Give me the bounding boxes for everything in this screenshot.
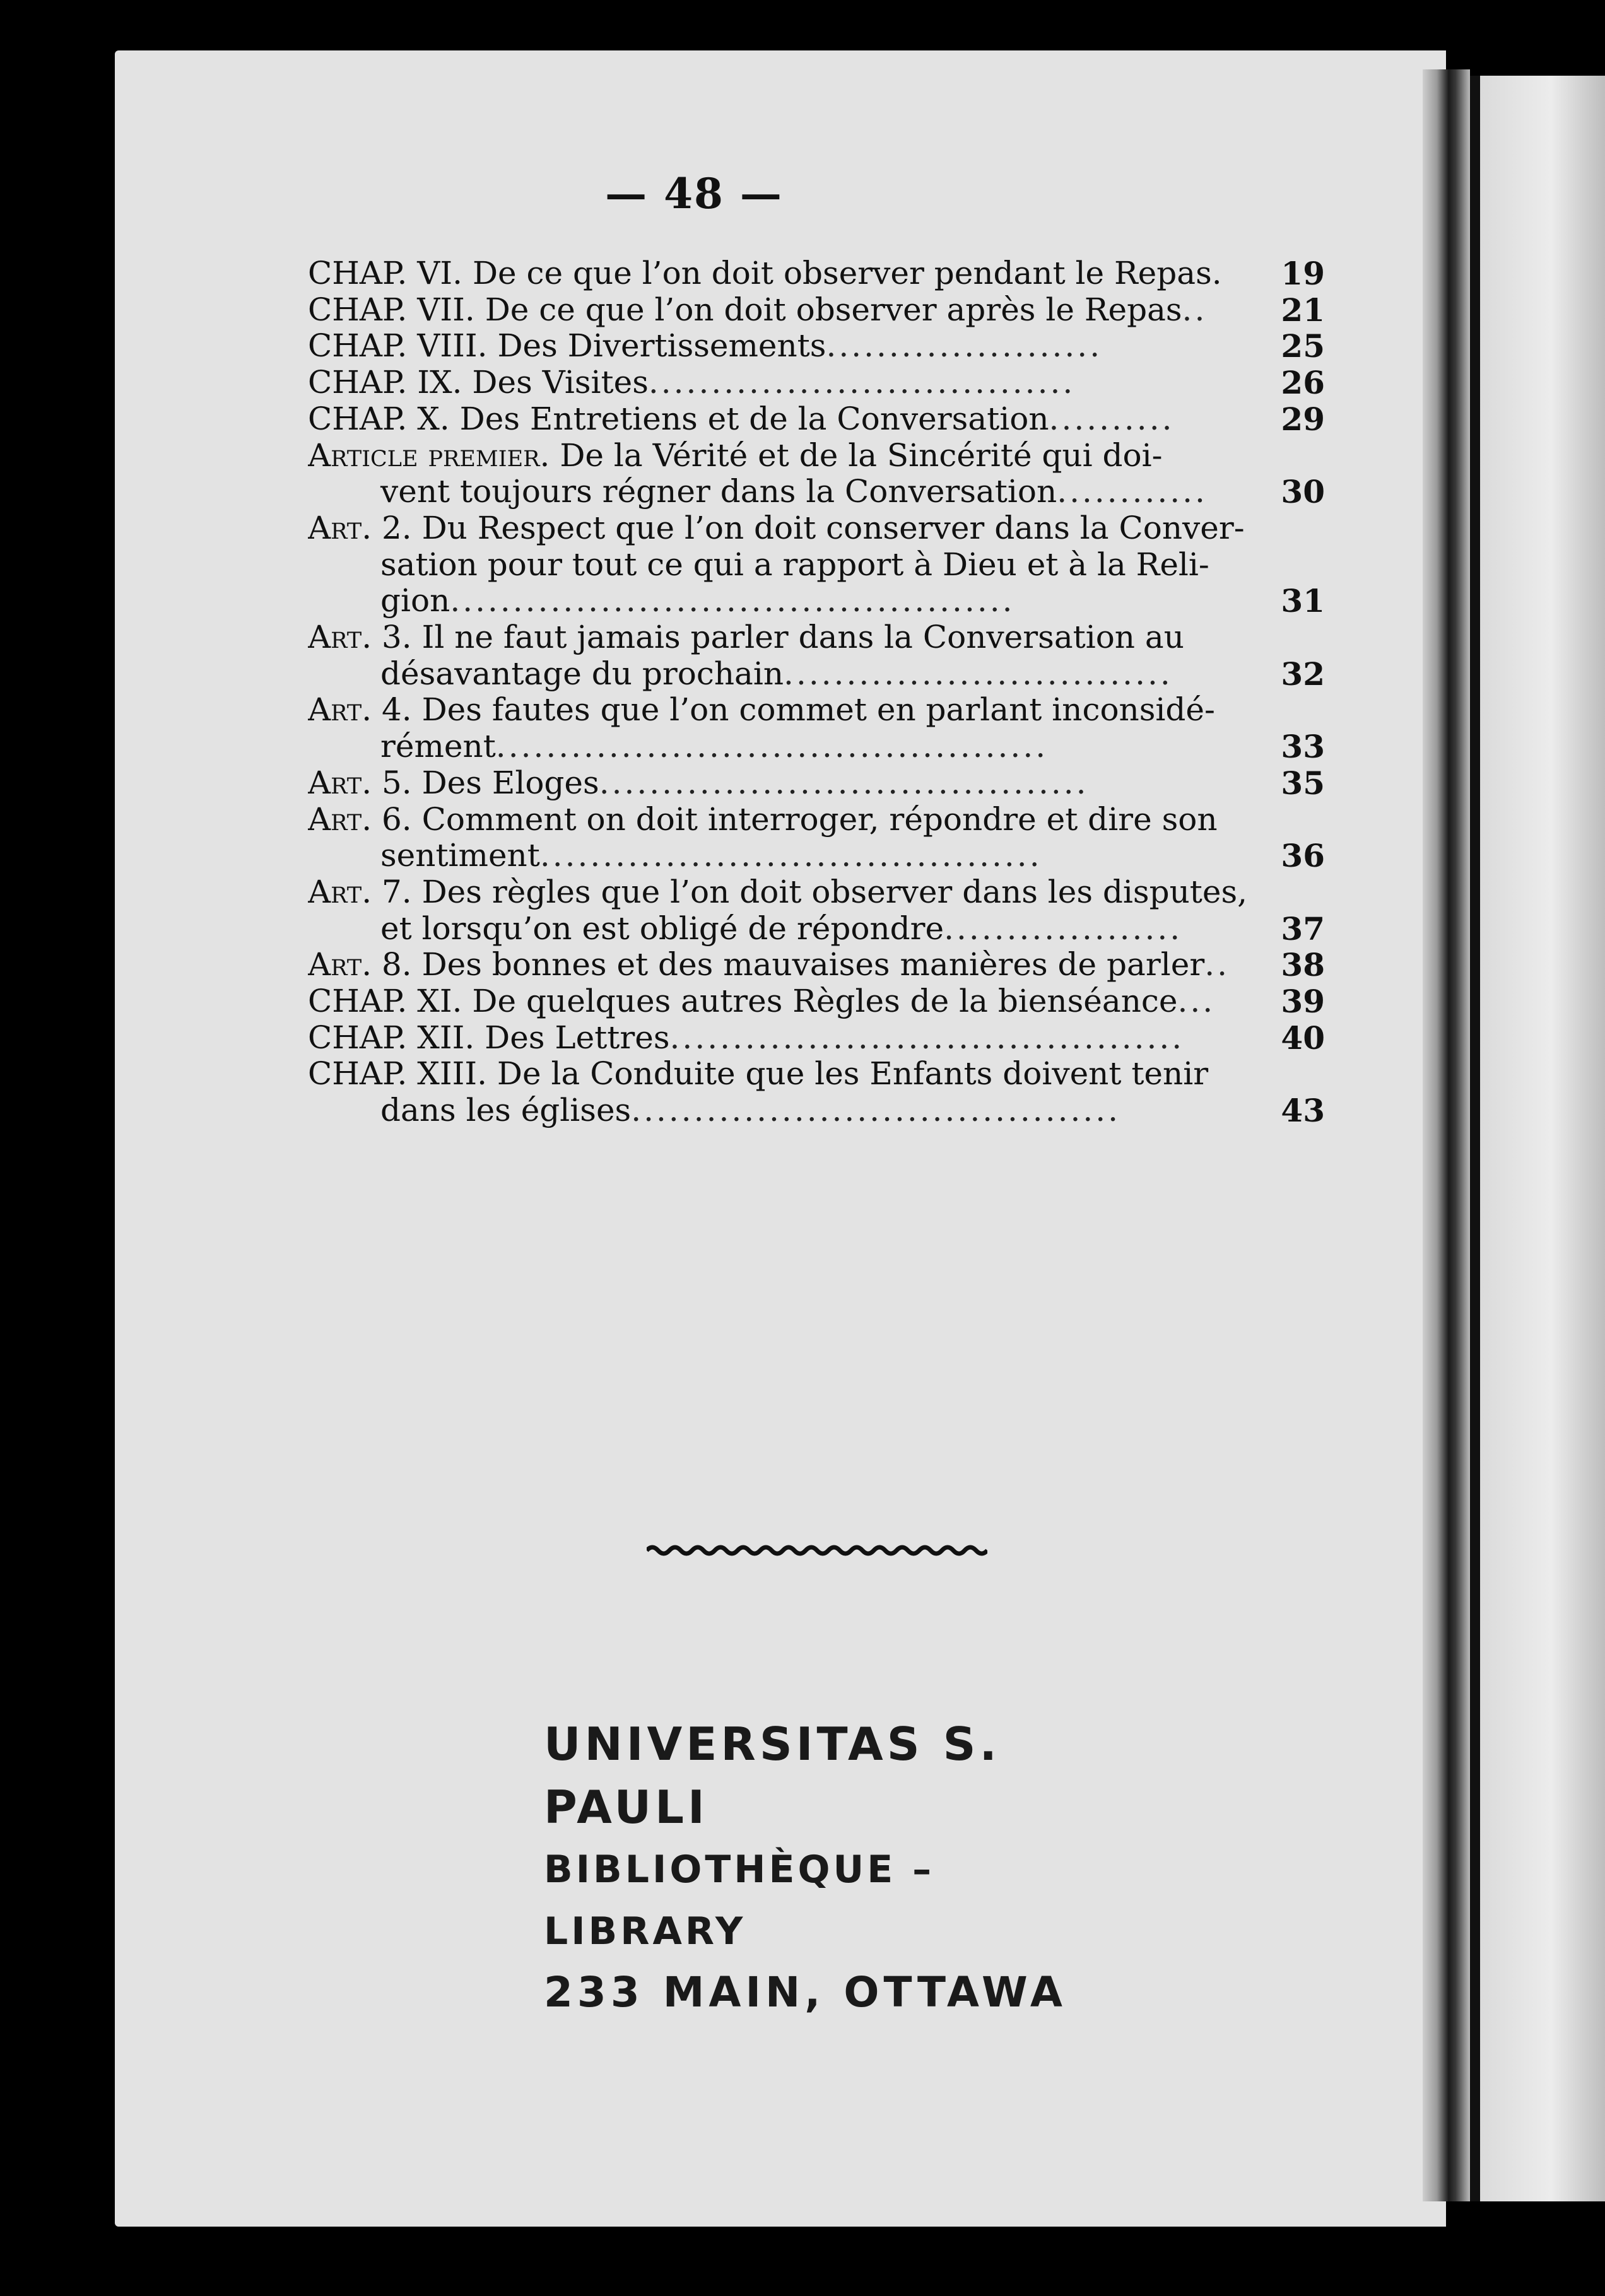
toc-page-number: 29: [1281, 400, 1325, 438]
dot-leader: ........................................: [539, 838, 1042, 874]
toc-page-number: 30: [1281, 473, 1325, 511]
toc-page-number: 40: [1281, 1019, 1325, 1057]
toc-entry: [308, 365, 1325, 401]
toc-entry: [308, 438, 1325, 510]
toc-page-number: 33: [1281, 728, 1325, 766]
toc-entry-title: De la Vérité et de la Sincérité qui doi-: [560, 437, 1163, 474]
toc-entry-heading: CHAP. VIII.: [308, 328, 488, 365]
toc-page-number: 38: [1281, 946, 1325, 984]
toc-entry-title: Des règles que l’on doit observer dans les disputes,: [421, 874, 1248, 910]
toc-entry-title: vent toujours régner dans la Conversation: [380, 474, 1057, 510]
dot-leader: ...................: [944, 910, 1183, 947]
toc-entry: [308, 401, 1325, 438]
book-gutter: [1423, 69, 1470, 2201]
toc-entry: [308, 328, 1325, 365]
toc-entry-heading: Art. 6.: [308, 801, 412, 838]
dot-leader: ......................: [826, 328, 1103, 365]
toc-page-number: 37: [1281, 910, 1325, 947]
dot-leader: .......................................: [599, 764, 1089, 801]
page-number: — 48 —: [605, 169, 783, 218]
toc-page-number: 25: [1281, 327, 1325, 365]
dot-leader: .......................................: [631, 1092, 1121, 1129]
toc-entry-heading: CHAP. XI.: [308, 983, 462, 1020]
toc-page-number: 21: [1281, 291, 1325, 329]
toc-entry-heading: CHAP. IX.: [308, 365, 462, 401]
toc-entry-heading: CHAP. XII.: [308, 1019, 475, 1056]
toc-entry-title: Des fautes que l’on commet en parlant inconsidé-: [421, 692, 1215, 729]
toc-entry-heading: CHAP. VI.: [308, 255, 463, 291]
toc-page-number: 31: [1281, 582, 1325, 620]
toc-entry: [308, 1020, 1325, 1057]
dot-leader: ..: [1182, 291, 1208, 328]
dot-leader: .............................................: [450, 583, 1015, 619]
library-stamp: [544, 1713, 1112, 2023]
dot-leader: .........................................: [669, 1019, 1185, 1056]
toc-entry: [308, 765, 1325, 802]
toc-entry: [308, 983, 1325, 1020]
toc-entry-heading: Article premier.: [308, 437, 550, 474]
dot-leader: ............................................: [495, 729, 1049, 765]
toc-entry-heading: CHAP. X.: [308, 401, 450, 437]
toc-entry-heading: Art. 7.: [308, 874, 412, 910]
toc-entry-title: Des Visites: [472, 365, 649, 401]
toc-entry-title: sation pour tout ce qui a rapport à Dieu et à la Reli-: [380, 546, 1209, 583]
toc-entry-title: désavantage du prochain: [380, 655, 784, 692]
wavy-rule-ornament: [647, 1542, 987, 1558]
toc-entry-title: Comment on doit interroger, répondre et dire son: [421, 801, 1218, 838]
toc-entry-title: gion: [380, 583, 450, 619]
toc-entry-title: De ce que l’on doit observer pendant le Repas.: [472, 255, 1222, 291]
toc-entry-title: et lorsqu’on est obligé de répondre: [380, 910, 944, 947]
toc-page-number: 36: [1281, 837, 1325, 875]
toc-entry-title: Des bonnes et des mauvaises manières de parler: [421, 947, 1205, 983]
toc-entry-title: dans les églises: [380, 1092, 632, 1129]
toc-entry: [308, 692, 1325, 764]
toc-entry-heading: Art. 8.: [308, 947, 412, 983]
dot-leader: ..................................: [648, 365, 1076, 401]
toc-page-number: 26: [1281, 364, 1325, 402]
toc-entry-title: Des Eloges: [421, 764, 599, 801]
toc-entry-title: Des Lettres: [485, 1019, 670, 1056]
toc-entry: [308, 510, 1325, 619]
toc-entry: [308, 619, 1325, 692]
toc-entry-heading: Art. 3.: [308, 619, 412, 656]
toc-page-number: 39: [1281, 983, 1325, 1021]
toc-page-number: 32: [1281, 655, 1325, 693]
facing-page-edge: [1470, 76, 1605, 2201]
toc-entry-title: Des Divertissements: [497, 328, 826, 365]
stamp-line-1: UNIVERSITAS S. PAULI: [544, 1718, 1001, 1834]
dot-leader: ...: [1177, 983, 1216, 1020]
stamp-line-3: 233 MAIN, OTTAWA: [544, 1968, 1067, 2017]
toc-entry-title: De quelques autres Règles de la bienséance: [472, 983, 1178, 1020]
toc-entry-heading: Art. 4.: [308, 692, 412, 729]
toc-entry: [308, 1056, 1325, 1128]
toc-entry-heading: CHAP. VII.: [308, 291, 475, 328]
toc-entry-title: Des Entretiens et de la Conversation: [459, 401, 1049, 437]
toc-page-number: 43: [1281, 1092, 1325, 1130]
toc-entry-title: Du Respect que l’on doit conserver dans la Conver-: [421, 510, 1245, 546]
dot-leader: ..: [1204, 947, 1230, 983]
toc-page-number: 19: [1281, 255, 1325, 292]
toc-entry: [308, 255, 1325, 292]
toc-page-number: 35: [1281, 764, 1325, 802]
toc-entry-title: De la Conduite que les Enfants doivent tenir: [497, 1056, 1209, 1092]
toc-entry-heading: Art. 2.: [308, 510, 412, 546]
dot-leader: [1222, 255, 1278, 292]
toc-entry-title: rément: [380, 729, 496, 765]
toc-entry: [308, 292, 1325, 329]
toc-entry-title: Il ne faut jamais parler dans la Conversation au: [421, 619, 1184, 656]
toc-entry-title: sentiment: [380, 838, 540, 874]
table-of-contents: [308, 255, 1325, 1129]
toc-entry-heading: Art. 5.: [308, 764, 412, 801]
toc-entry: [308, 947, 1325, 983]
facing-page-shadow: [1470, 76, 1480, 2201]
toc-entry-title: De ce que l’on doit observer après le Repas: [485, 291, 1182, 328]
stamp-line-2: BIBLIOTHÈQUE – LIBRARY: [544, 1848, 935, 1953]
dot-leader: ..........: [1049, 401, 1175, 437]
toc-entry-heading: CHAP. XIII.: [308, 1056, 488, 1092]
dot-leader: ............: [1057, 474, 1208, 510]
dot-leader: ...............................: [784, 655, 1173, 692]
toc-entry: [308, 802, 1325, 874]
toc-entry: [308, 874, 1325, 947]
